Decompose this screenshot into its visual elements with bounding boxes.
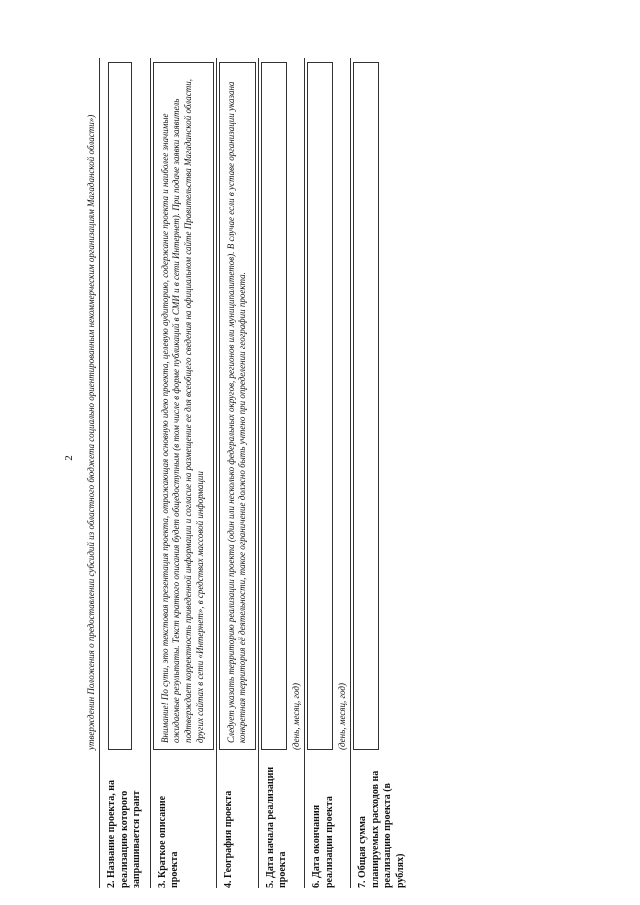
row7-content bbox=[351, 58, 414, 754]
row6-label: 6. Дата окончания реализации проекта bbox=[305, 754, 351, 888]
row3-label: 3. Краткое описание проекта bbox=[150, 754, 216, 888]
row4-label: 4. География проекта bbox=[216, 754, 258, 888]
geography-field[interactable]: Следует указать территорию реализации проекта (один или несколько федеральных округов, регионов или муниципалитетов). В случае если в уставе организации указана конкретная территория её деятельности, такое ограничение должно быть учтено при определении географии проекта. bbox=[219, 62, 256, 750]
row7-label: 7. Общая сумма планируемых расходов на реализацию проекта (в рублях) bbox=[351, 754, 414, 888]
form-row-geography bbox=[216, 58, 258, 888]
row4-content bbox=[216, 58, 258, 754]
row2-content bbox=[100, 58, 151, 754]
row1-content bbox=[86, 58, 100, 754]
form-row-project-name bbox=[100, 58, 151, 888]
row1-label bbox=[86, 754, 100, 888]
form-rotated bbox=[86, 58, 566, 888]
form-row-start-date bbox=[258, 58, 304, 888]
row3-content bbox=[150, 58, 216, 754]
end-date-hint: (день, месяц, год) bbox=[337, 683, 348, 750]
start-date-field[interactable] bbox=[261, 62, 287, 750]
project-name-field[interactable] bbox=[108, 62, 132, 750]
row5-content bbox=[258, 58, 304, 754]
row2-label: 2. Название проекта, на реализацию которого запрашивается грант bbox=[100, 754, 151, 888]
end-date-field[interactable] bbox=[307, 62, 333, 750]
form-row-end-date bbox=[305, 58, 351, 888]
start-date-hint: (день, месяц, год) bbox=[290, 683, 301, 750]
page-number: 2 bbox=[62, 455, 75, 461]
short-description-field[interactable]: Внимание! По сути, это текстовая презентация проекта, отражающая основную идею проекта, целевую аудиторию, содержание проекта и наиболее значимые ожидаемые результаты. Текст краткого описания будет общедоступным (в том числе в форме публикаций в СМИ и в сети Интернет). При подаче заявки заявитель подтверждает корректность приведенной информации и согласие на размещение ее для всеобщего сведения на официальном сайте Правительства Магаданской области, других сайтах в сети «Интернет», в средствах массовой информации bbox=[153, 62, 214, 750]
form-row-total-cost bbox=[351, 58, 414, 888]
application-form-table bbox=[86, 58, 413, 888]
total-cost-field[interactable] bbox=[353, 62, 379, 750]
form-row-continuation bbox=[86, 58, 100, 888]
row1-text: утвержденин Положения о предоставлении субсидий из областного бюджета социально ориентированным некоммерческим организациям Магаданской области») bbox=[86, 114, 96, 750]
form-row-short-description bbox=[150, 58, 216, 888]
row6-content bbox=[305, 58, 351, 754]
row5-label: 5. Дата начала реализации проекта bbox=[258, 754, 304, 888]
